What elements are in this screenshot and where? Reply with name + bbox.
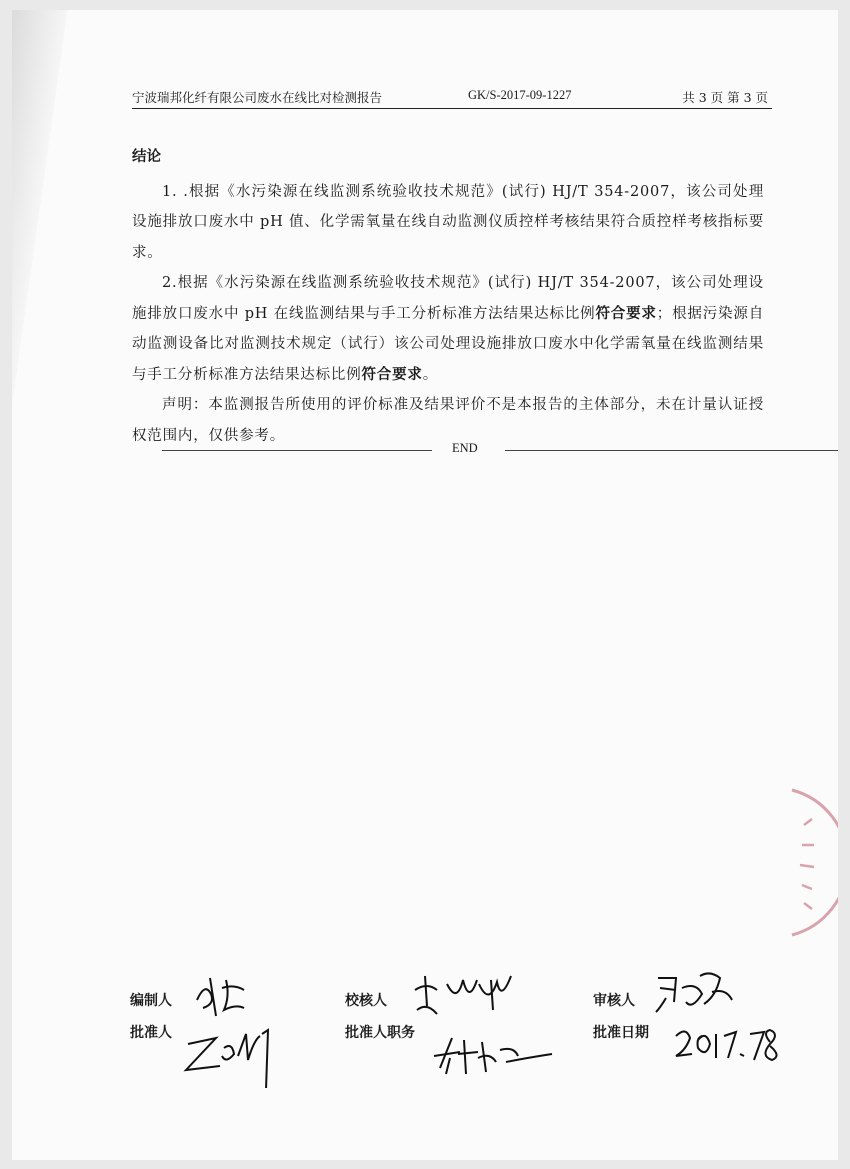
conclusion-paragraph-2 xyxy=(132,268,764,390)
statement-paragraph: 声明：本监测报告所使用的评价标准及结果评价不是本报告的主体部分，未在计量认证授权范围内，仅供参考。 xyxy=(132,397,764,444)
reviewer-label: 校核人 xyxy=(345,993,387,1009)
approver-title-label: 批准人职务 xyxy=(345,1025,415,1041)
end-rule-right xyxy=(505,450,838,451)
end-divider xyxy=(162,441,838,461)
conclusion-heading: 结论 xyxy=(132,148,161,165)
scan-shadow xyxy=(12,10,71,403)
approver-title-signature-icon xyxy=(430,1028,560,1078)
p2-text-c: ；根据污染源自动监测设备比对监测技术规定（试行）该公司处理设施排放口废水中化学需氧量在线监测结果与手工分析标准方法结果达标比例 xyxy=(132,305,764,383)
report-page xyxy=(12,10,838,1160)
compiler-signature-icon xyxy=(192,970,262,1020)
conclusion-paragraph-1: 1. .根据《水污染源在线监测系统验收技术规范》(试行) HJ/T 354-2007，该公司处理设施排放口废水中 pH 值、化学需氧量在线自动监测仪质控样考核结果符合质控样考核指标要求。 xyxy=(132,183,764,261)
header-report-code: GK/S-2017-09-1227 xyxy=(468,88,572,102)
auditor-signature-icon xyxy=(652,968,742,1018)
header-company: 宁波瑞邦化纤有限公司废水在线比对检测报告 xyxy=(132,90,383,105)
auditor-label: 审核人 xyxy=(593,993,635,1009)
compiler-label: 编制人 xyxy=(130,993,172,1009)
end-marker: END xyxy=(452,441,478,455)
approver-signature-icon xyxy=(182,1018,282,1088)
p2-bold-b: 符合要求 xyxy=(361,365,423,383)
approver-label: 批准人 xyxy=(130,1025,172,1041)
page-header xyxy=(132,88,772,109)
company-stamp-icon xyxy=(752,785,838,945)
approval-date-handwritten-icon xyxy=(672,1020,792,1066)
end-rule-left xyxy=(162,450,432,451)
conclusion-section xyxy=(132,142,764,451)
reviewer-signature-icon xyxy=(407,970,527,1020)
p2-text-a: 2.根据《水污染源在线监测系统验收技术规范》(试行) HJ/T 354-2007，该公司处理设施排放口废水中 pH 在线监测结果与手工分析标准方法结果达标比例 xyxy=(132,275,764,322)
p2-bold-a: 符合要求 xyxy=(595,304,657,322)
header-page-count: 共 3 页 第 3 页 xyxy=(682,90,768,105)
approval-date-label: 批准日期 xyxy=(593,1025,649,1041)
p2-text-e: 。 xyxy=(422,366,439,383)
